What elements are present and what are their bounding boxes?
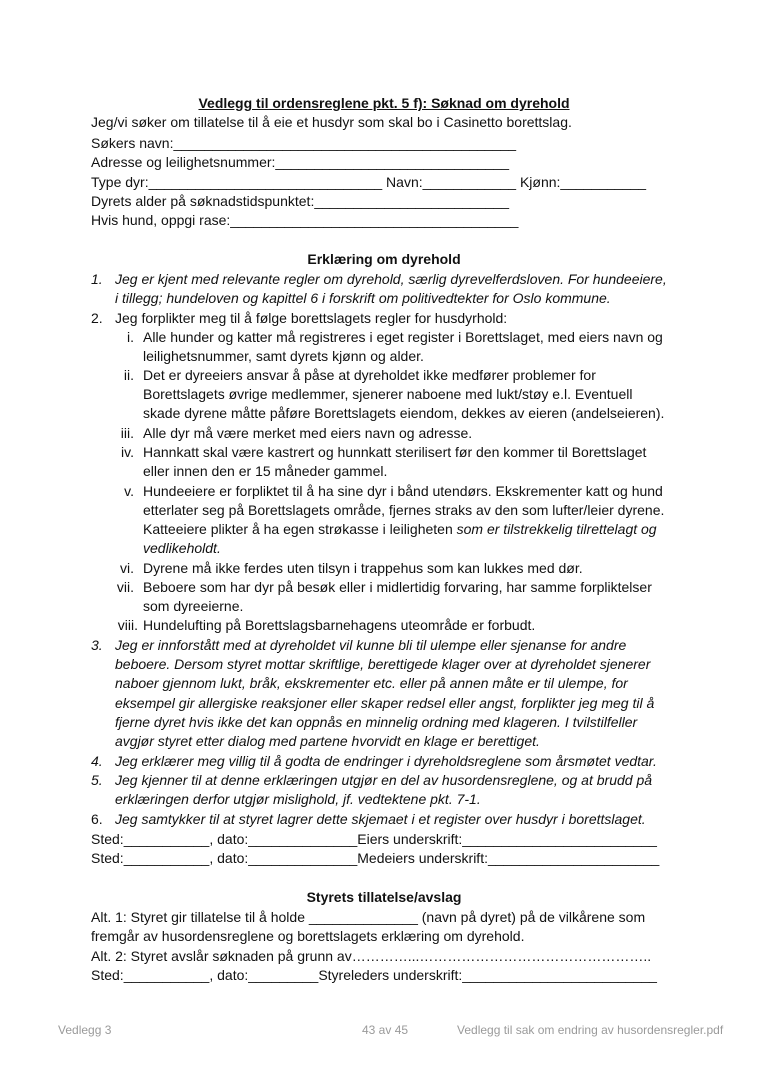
rule-ii-number: ii.: [123, 367, 134, 383]
co-owner-signature-line: Sted:___________, dato:______________Medeiers underskrift:______________________: [91, 850, 660, 866]
rule-ii-line-3: skade dyrene måtte påføre Borettslagets eiendom, dekkes av eieren (andelseieren).: [143, 405, 665, 421]
rule-viii-number: viii.: [117, 617, 138, 633]
rule-iv-line-1: Hannkatt skal være kastrert og hunnkatt sterilisert før den kommer til Borettslaget: [143, 444, 647, 460]
applicant-name-field: Søkers navn:____________________________________________: [91, 135, 517, 151]
point-5-number: 5.: [91, 772, 103, 788]
address-field: Adresse og leilighetsnummer:______________________________: [91, 154, 510, 170]
rule-iii-number: iii.: [120, 425, 134, 441]
animal-age-field: Dyrets alder på søknadstidspunktet:_________________________: [91, 193, 509, 209]
rule-ii-line-1: Det er dyreeiers ansvar å påse at dyreholdet ikke medfører problemer for: [143, 367, 596, 383]
document-heading: Vedlegg til ordensreglene pkt. 5 f): Søknad om dyrehold: [198, 95, 570, 111]
rule-iv-line-2: eller innen den er 15 måneder gammel.: [143, 463, 388, 479]
rule-vi-number: vi.: [120, 560, 134, 576]
point-3-number: 3.: [91, 637, 103, 653]
rule-i-number: i.: [127, 329, 134, 345]
point-5-line-2: erklæringen derfor utgjør mislighold, jf. vedtektene pkt. 7-1.: [115, 791, 481, 807]
intro-text: Jeg/vi søker om tillatelse til å eie et husdyr som skal bo i Casinetto borettslag.: [91, 114, 572, 130]
point-3-line-3: naboer gjennom lukt, bråk, ekskrementer etc. eller på annen måte er til ulempe, for: [115, 675, 628, 691]
footer-page-number: 43 av 45: [362, 1023, 409, 1037]
rule-v-number: v.: [124, 483, 134, 499]
rule-v-line-4: vedlikeholdt.: [143, 540, 221, 556]
board-alt-2-line: Alt. 2: Styret avslår søknaden på grunn av…………...…………………………………………..: [91, 948, 652, 964]
rule-v-line-3-regular: Katteeiere plikter å ha egen strøkasse i leiligheten: [143, 521, 457, 537]
rule-v-line-1: Hundeeiere er forpliktet til å ha sine dyr i bånd utendørs. Ekskrementer katt og hund: [143, 483, 663, 499]
point-6-line-1: Jeg samtykker til at styret lagrer dette skjemaet i et register over husdyr i borettslaget.: [115, 811, 646, 827]
point-4-number: 4.: [91, 753, 103, 769]
rule-iii-line-1: Alle dyr må være merket med eiers navn og adresse.: [143, 425, 473, 441]
declaration-title: Erklæring om dyrehold: [307, 251, 461, 267]
rule-vii-line-2: som dyreeierne.: [143, 598, 244, 614]
owner-signature-line: Sted:___________, dato:______________Eiers underskrift:_________________________: [91, 831, 657, 847]
point-3-line-4: eksempel gir allergiske reaksjoner eller skaper redsel eller angst, forplikter jeg meg til å: [115, 695, 655, 711]
point-3-line-5: fjerne dyret hvis ikke det kan oppnås en minnelig ordning med klageren. I tvilstilfeller: [115, 714, 638, 730]
rule-vi-line-1: Dyrene må ikke ferdes uten tilsyn i trappehus som kan lukkes med dør.: [143, 560, 583, 576]
board-alt-1-line-2: fremgår av husordensreglene og borettslagets erklæring om dyrehold.: [91, 928, 525, 944]
rule-v-line-2: etterlater seg på Borettslagets område, fjernes straks av den som lufter/leier dyrene.: [143, 502, 665, 518]
board-alt-1-line-1: Alt. 1: Styret gir tillatelse til å holde ______________ (navn på dyret) på de vilkårene som: [91, 909, 646, 925]
rule-v-line-3: [143, 520, 657, 539]
point-3-line-2: beboere. Dersom styret mottar skriftlige, berettigede klager over at dyreholdet sjenerer: [115, 656, 651, 672]
footer-attachment-label: Vedlegg 3: [58, 1023, 112, 1037]
point-2-text: Jeg forplikter meg til å følge borettslagets regler for husdyrhold:: [115, 310, 508, 326]
rule-vii-number: vii.: [116, 579, 134, 595]
point-6-number: 6.: [91, 811, 103, 827]
board-title: Styrets tillatelse/avslag: [306, 889, 462, 905]
board-signature-line: Sted:___________, dato:_________Styreleders underskrift:_________________________: [91, 967, 657, 983]
point-1-line-1: Jeg er kjent med relevante regler om dyrehold, særlig dyrevelferdsloven. For hundeeiere,: [115, 271, 667, 287]
rule-viii-line-1: Hundelufting på Borettslagsbarnehagens uteområde er forbudt.: [143, 617, 536, 633]
rule-vii-line-1: Beboere som har dyr på besøk eller i midlertidig forvaring, har samme forpliktelser: [143, 579, 652, 595]
point-4-line-1: Jeg erklærer meg villig til å godta de endringer i dyreholdsreglene som årsmøtet vedtar.: [115, 753, 657, 769]
dog-breed-field: Hvis hund, oppgi rase:_____________________________________: [91, 212, 519, 228]
point-3-line-1: Jeg er innforstått med at dyreholdet vil kunne bli til ulempe eller sjenanse for andre: [115, 637, 627, 653]
point-2-number: 2.: [91, 310, 103, 326]
animal-type-field: Type dyr:______________________________ Navn:____________ Kjønn:___________: [91, 174, 647, 190]
point-3-line-6: avgjør styret etter dialog med partene hvorvidt en klage er berettiget.: [115, 733, 540, 749]
rule-i-line-2: leilighetsnummer, samt dyrets kjønn og alder.: [143, 348, 424, 364]
rule-i-line-1: Alle hunder og katter må registreres i eget register i Borettslaget, med eiers navn og: [143, 329, 663, 345]
rule-v-line-3-italic: som er tilstrekkelig tilrettelagt og: [456, 521, 657, 537]
point-1-number: 1.: [91, 271, 103, 287]
rule-ii-line-2: Borettslagets øvrige medlemmer, sjenerer naboene med lukt/støy e.l. Eventuell: [143, 386, 633, 402]
point-1-line-2: i tillegg; hundeloven og kapittel 6 i forskrift om politivedtekter for Oslo kommune.: [115, 290, 611, 306]
point-5-line-1: Jeg kjenner til at denne erklæringen utgjør en del av husordensreglene, og at brudd på: [115, 772, 653, 788]
rule-iv-number: iv.: [121, 444, 134, 460]
footer-document-name: Vedlegg til sak om endring av husordensregler.pdf: [457, 1023, 724, 1037]
